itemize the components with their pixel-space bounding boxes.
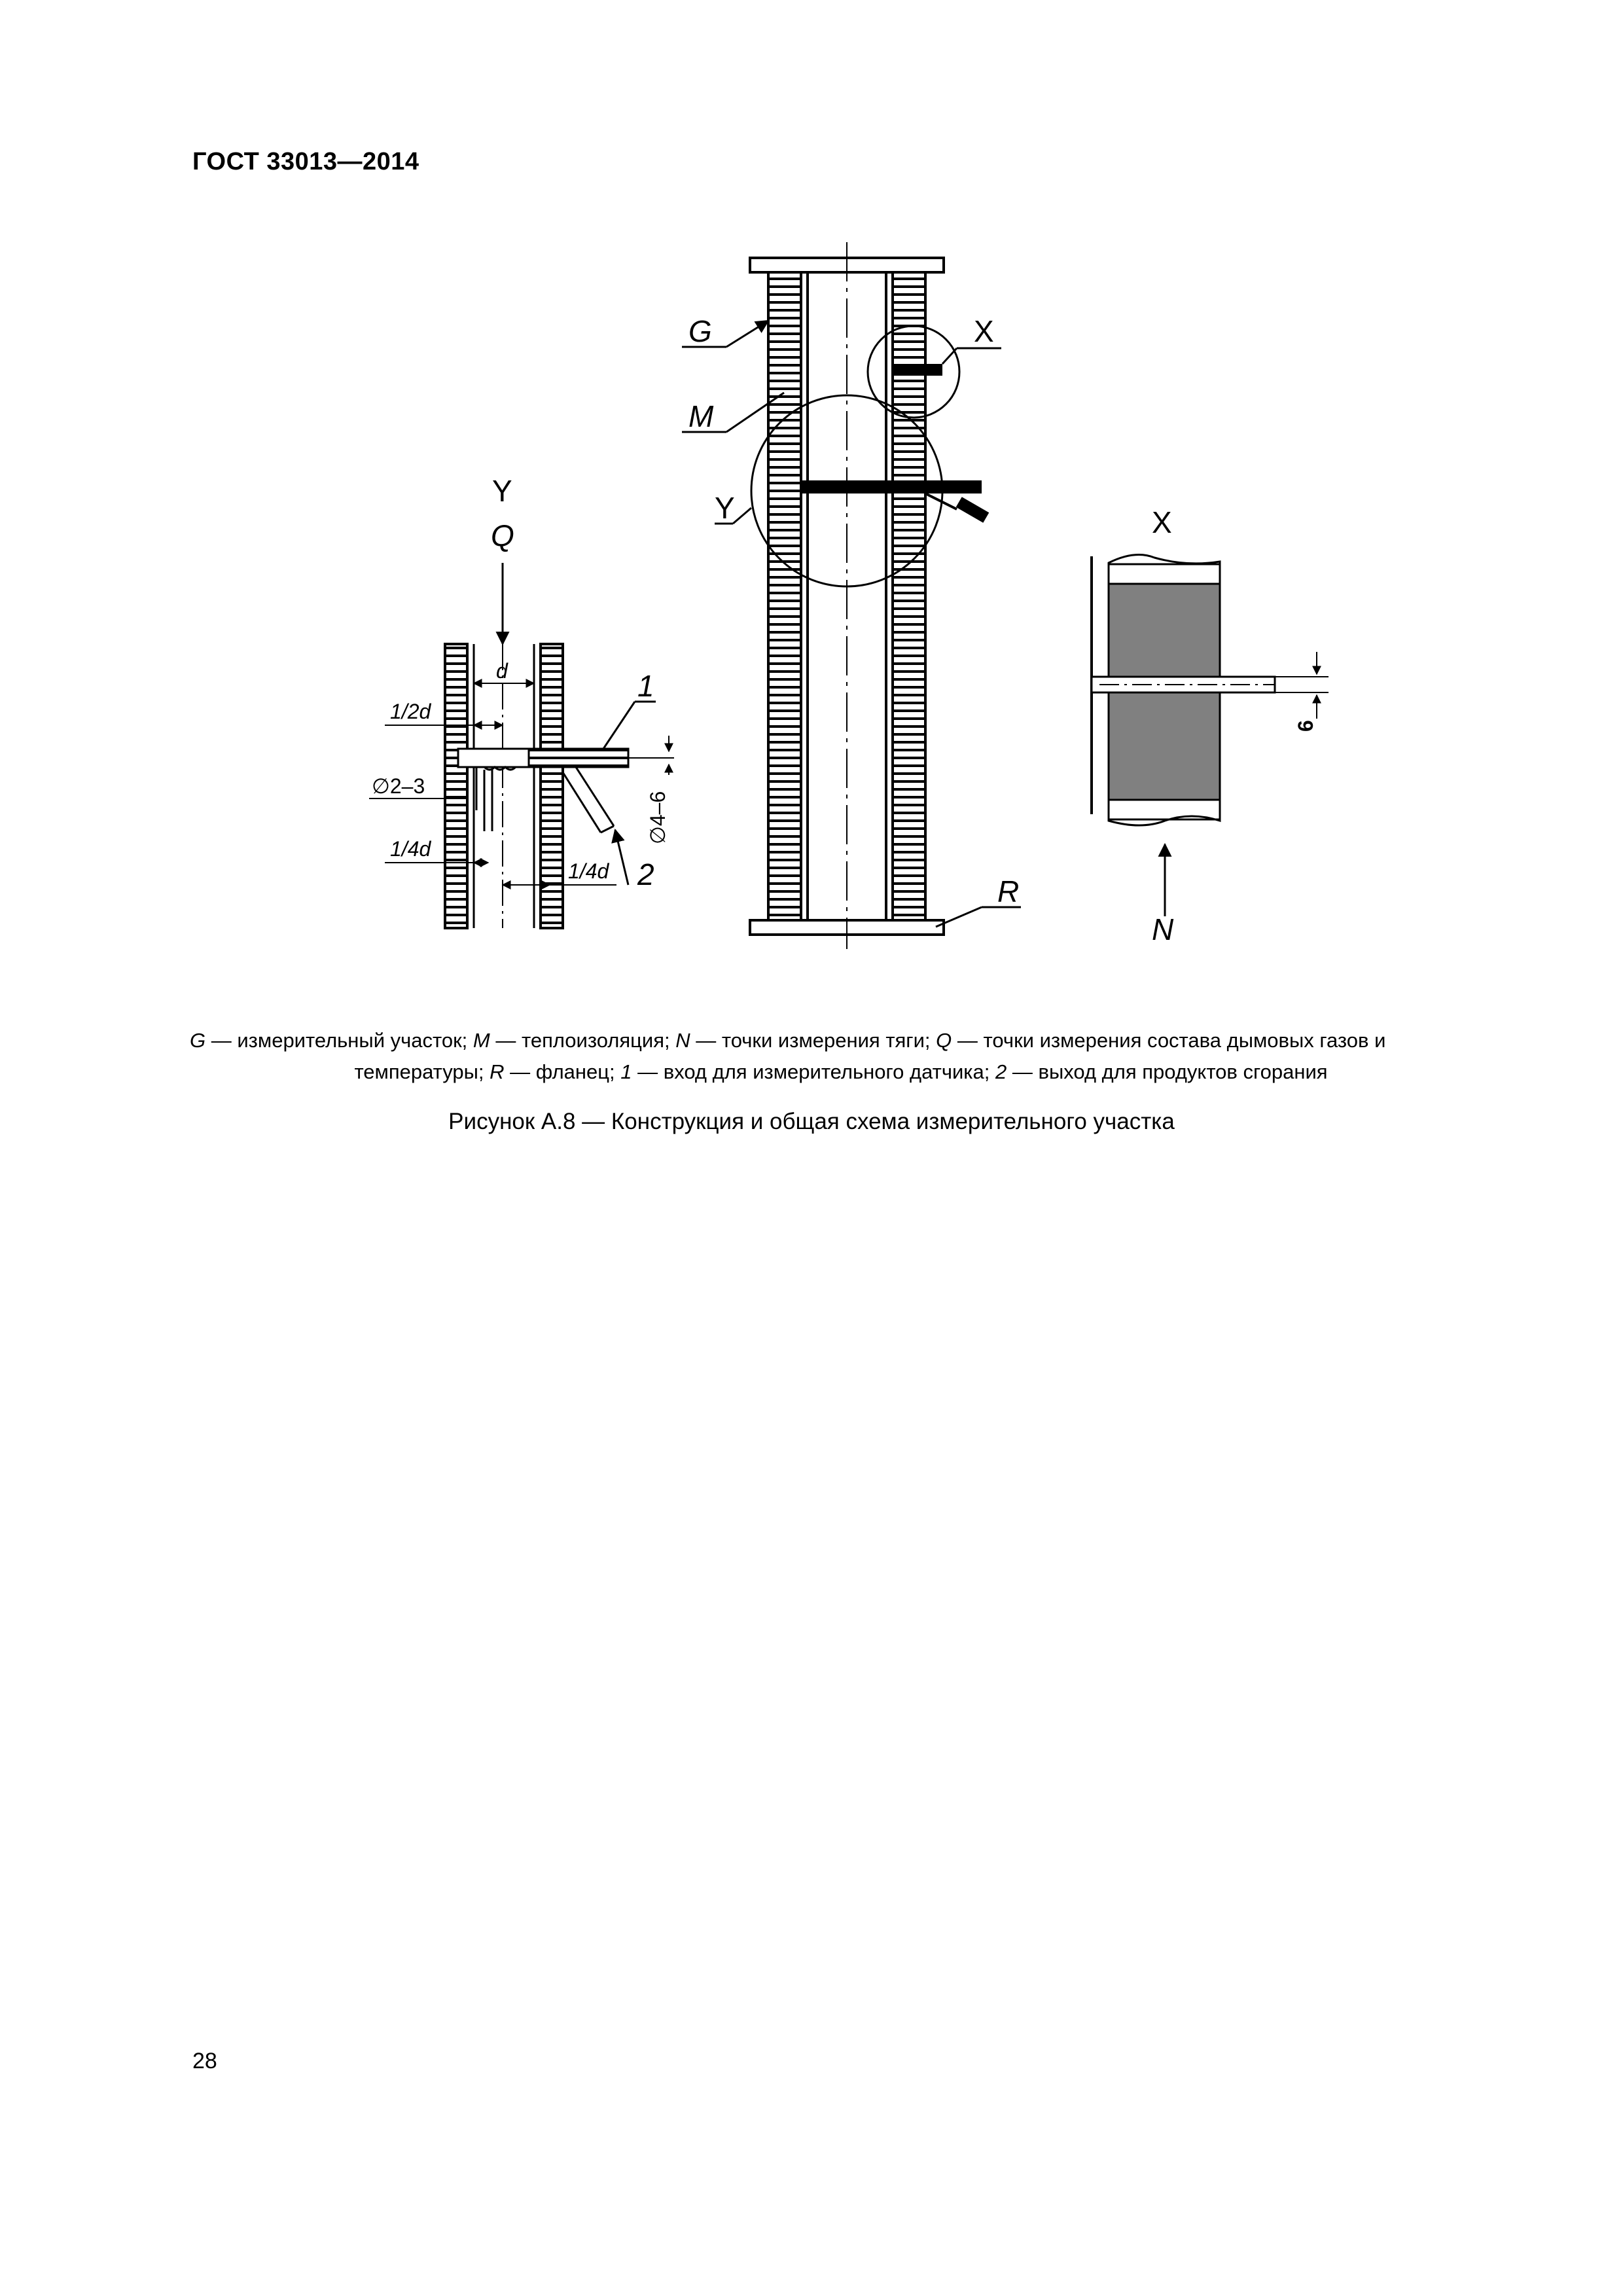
dim-x: 6 <box>1294 720 1317 732</box>
detail-x <box>1092 505 1329 946</box>
figure-caption: Рисунок А.8 — Конструкция и общая схема измерительного участка <box>448 1109 1175 1134</box>
label-x: X <box>974 314 994 348</box>
outlet-tube <box>956 497 990 523</box>
dim-hole: ∅2–3 <box>372 774 425 798</box>
detail-x-view-label: X <box>1152 505 1172 539</box>
document-header: ГОСТ 33013—2014 <box>192 148 419 175</box>
dim-d: d <box>496 659 508 683</box>
figure-legend: G — измерительный участок; M — теплоизоляция; N — точки измерения тяги; Q — точки измерения состава дымовых газов и температуры; R — фланец; 1 — вход для измерительного датчика; 2 — выход для продуктов сгорания <box>190 1029 1386 1083</box>
label-r: R <box>997 874 1020 908</box>
label-y: Y <box>715 491 735 525</box>
detail-y-view-label: Y <box>492 474 512 508</box>
page-number: 28 <box>192 2049 217 2073</box>
detail-y-arrow-label: Q <box>491 518 514 552</box>
technical-drawing <box>0 0 1623 982</box>
item-2: 2 <box>637 857 654 891</box>
dim-quarter-left: 1/4d <box>390 837 431 861</box>
left-insulation <box>768 272 801 920</box>
main-view <box>682 242 1021 949</box>
probe-x <box>893 364 942 376</box>
dim-tube: ∅4–6 <box>646 791 669 844</box>
dim-half-d: 1/2d <box>390 700 431 723</box>
label-m: M <box>688 399 714 433</box>
probe-main <box>801 480 982 493</box>
item-1: 1 <box>637 669 654 703</box>
detail-y <box>369 474 674 928</box>
detail-x-arrow-label: N <box>1152 912 1174 946</box>
dim-quarter-right: 1/4d <box>568 859 609 883</box>
label-g: G <box>688 314 712 348</box>
